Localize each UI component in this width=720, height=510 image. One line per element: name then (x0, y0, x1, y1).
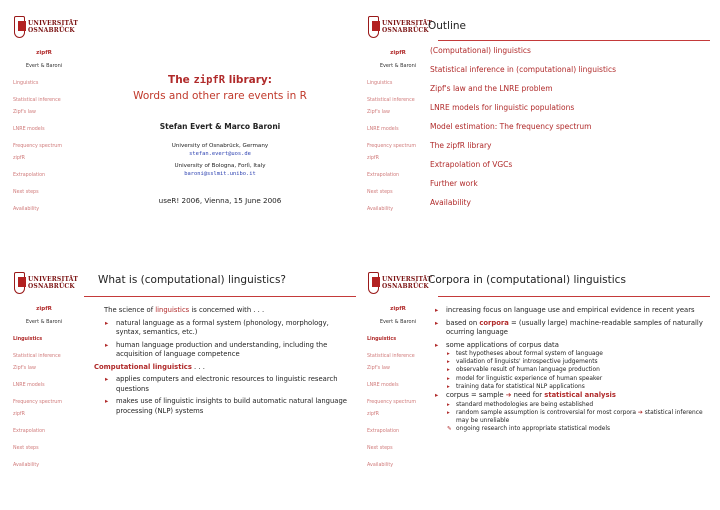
sidebar-item[interactable]: Zipf's law (367, 110, 390, 115)
sidebar-item[interactable]: Linguistics (367, 337, 397, 342)
sidebar-item[interactable]: Availability (13, 207, 40, 212)
sidebar-title[interactable]: zipfR (390, 50, 406, 56)
sub-bullet: ▸ model for linguistic experience of human speaker (434, 375, 706, 383)
sidebar-nav (366, 337, 430, 469)
university-logo: UNIVERSITÄT OSNABRÜCK (14, 270, 78, 296)
bullet: ▸ based on corpora = (usually large) machine-readable samples of naturally ocurring language (434, 319, 706, 338)
sidebar-authors: Evert & Baroni (25, 319, 63, 325)
outline-item[interactable]: The zipfR library (430, 141, 492, 150)
email-1[interactable]: stefan.evert@uos.de (189, 150, 251, 157)
sidebar-item[interactable]: Extrapolation (367, 429, 400, 434)
logo-text-line2: OSNABRÜCK (27, 27, 75, 34)
outline-item[interactable]: Statistical inference in (computational) linguistics (430, 65, 616, 74)
title-divider (84, 296, 356, 297)
slide-outline (366, 6, 710, 244)
sidebar-item[interactable]: Extrapolation (367, 173, 400, 178)
outline-item[interactable]: Model estimation: The frequency spectrum (430, 122, 592, 131)
sub-bullet: ▸ standard methodologies are being established (434, 401, 706, 409)
slide-heading: What is (computational) linguistics? (98, 274, 286, 286)
section-heading: Computational linguistics . . . (94, 362, 205, 371)
university-logo: UNIVERSITÄT OSNABRÜCK (368, 270, 432, 296)
sidebar-item[interactable]: LNRE models (13, 383, 45, 388)
sidebar-title[interactable]: zipfR (36, 306, 52, 312)
sidebar-item[interactable]: zipfR (367, 412, 379, 417)
event-line: useR! 2006, Vienna, 15 June 2006 (158, 196, 282, 205)
sidebar (12, 306, 76, 500)
sub-bullet: ▸ observable result of human language production (434, 366, 706, 374)
university-seal-icon (14, 16, 25, 38)
sidebar-item[interactable]: zipfR (13, 156, 25, 161)
sidebar-title[interactable]: zipfR (36, 50, 52, 56)
outline-list (430, 46, 710, 217)
arrow-icon: ➔ (505, 391, 512, 400)
sidebar-item[interactable]: Linguistics (13, 81, 39, 86)
sidebar-title[interactable]: zipfR (390, 306, 406, 312)
university-logo: UNIVERSITÄT OSNABRÜCK (368, 14, 432, 40)
slide-computational-linguistics (12, 262, 356, 500)
sidebar-item[interactable]: Frequency spectrum (367, 144, 417, 149)
title-divider (438, 296, 710, 297)
sub-bullet: ▸ test hypotheses about formal system of language (434, 350, 706, 358)
sidebar-nav (12, 337, 76, 469)
authors: Stefan Evert & Marco Baroni (159, 122, 281, 131)
university-seal-icon (368, 16, 379, 38)
outline-item[interactable]: LNRE models for linguistic populations (430, 103, 575, 112)
sidebar-item[interactable]: Frequency spectrum (13, 400, 63, 405)
bullet: ▸ increasing focus on language use and empirical evidence in recent years (434, 306, 706, 316)
sidebar (366, 50, 430, 244)
sidebar (12, 50, 76, 244)
logo-text-line1: UNIVERSITÄT (27, 20, 78, 27)
sidebar-item[interactable]: LNRE models (13, 127, 45, 132)
bullet: ▸ applies computers and electronic resources to linguistic research questions (104, 375, 352, 394)
sidebar-item[interactable]: Extrapolation (13, 173, 46, 178)
outline-item[interactable]: Extrapolation of VGCs (430, 160, 513, 169)
sidebar-item[interactable]: Availability (367, 463, 394, 468)
sub-bullet: ▸ validation of linguists' introspective judgements (434, 358, 706, 366)
bullet: ▸ corpus = sample ➔ need for statistical analysis (434, 391, 706, 401)
sidebar-authors: Evert & Baroni (25, 63, 63, 69)
sidebar-item[interactable]: Availability (13, 463, 40, 468)
sidebar-authors: Evert & Baroni (379, 319, 417, 325)
title-divider (438, 40, 710, 41)
slide-body (434, 306, 706, 433)
sidebar-item[interactable]: Next steps (13, 446, 39, 451)
university-logo (14, 14, 78, 40)
sidebar-item[interactable]: Frequency spectrum (13, 144, 63, 149)
sidebar-nav (12, 81, 76, 213)
sidebar-item[interactable]: Next steps (367, 446, 393, 451)
sidebar-item[interactable]: Zipf's law (13, 366, 36, 371)
sidebar-item[interactable]: Linguistics (367, 81, 393, 86)
bullet: ▸ some applications of corpus data (434, 341, 706, 351)
presentation-subtitle: Words and other rare events in R (133, 90, 307, 102)
sidebar-authors: Evert & Baroni (379, 63, 417, 69)
sidebar-item[interactable]: Statistical inference (13, 98, 61, 103)
university-seal-icon (368, 272, 379, 294)
sidebar-item[interactable]: Frequency spectrum (367, 400, 417, 405)
sub-bullet: ▸ random sample assumption is controversial for most corpora ➔ statistical inference may be unreliable (434, 409, 706, 425)
university-seal-icon (14, 272, 25, 294)
affiliation-1: University of Osnabrück, Germany (171, 143, 269, 149)
sidebar-item[interactable]: Zipf's law (367, 366, 390, 371)
sidebar-item[interactable]: Linguistics (13, 337, 43, 342)
bullet: ▸ makes use of linguistic insights to build automatic natural language processing (NLP) systems (104, 397, 352, 416)
affiliations (84, 143, 356, 178)
sidebar-item[interactable]: Next steps (13, 190, 39, 195)
sidebar-item[interactable]: zipfR (13, 412, 25, 417)
email-2[interactable]: baroni@sslmit.unibo.it (184, 170, 256, 177)
sidebar-item[interactable]: LNRE models (367, 127, 399, 132)
slide-heading: Corpora in (computational) linguistics (428, 274, 626, 286)
outline-item[interactable]: Availability (430, 198, 471, 207)
sidebar-item[interactable]: Statistical inference (367, 98, 415, 103)
arrow-icon: ➔ (637, 409, 643, 416)
bullet: ▸ natural language as a formal system (phonology, morphology, syntax, semantics, etc.) (104, 319, 352, 338)
sidebar-nav (366, 81, 430, 213)
outline-item[interactable]: Further work (430, 179, 478, 188)
slide-corpora (366, 262, 710, 500)
sub-bullet: ▸ training data for statistical NLP applications (434, 383, 706, 391)
sidebar-item[interactable]: Extrapolation (13, 429, 46, 434)
sub-bullet: ✎ ongoing research into appropriate statistical models (434, 425, 706, 433)
sidebar (366, 306, 430, 500)
slide-title-page (12, 6, 356, 244)
outline-item[interactable]: (Computational) linguistics (430, 46, 531, 55)
presentation-title: The zipfR library: (168, 74, 272, 86)
sidebar-item[interactable]: Statistical inference (13, 354, 61, 359)
sidebar-item[interactable]: LNRE models (367, 383, 399, 388)
sidebar-item[interactable]: Next steps (367, 190, 393, 195)
outline-item[interactable]: Zipf's law and the LNRE problem (430, 84, 553, 93)
sidebar-item[interactable]: Availability (367, 207, 394, 212)
bullet: ▸ human language production and understanding, including the acquisition of language competence (104, 341, 352, 360)
affiliation-2: University of Bologna, Forlì, Italy (174, 163, 266, 169)
slide-heading: Outline (428, 20, 466, 32)
sidebar-item[interactable]: zipfR (367, 156, 379, 161)
title-block (84, 74, 356, 205)
intro-line: The science of linguistics is concerned with . . . (104, 306, 265, 314)
sidebar-item[interactable]: Statistical inference (367, 354, 415, 359)
slide-body (94, 306, 352, 416)
sidebar-item[interactable]: Zipf's law (13, 110, 36, 115)
